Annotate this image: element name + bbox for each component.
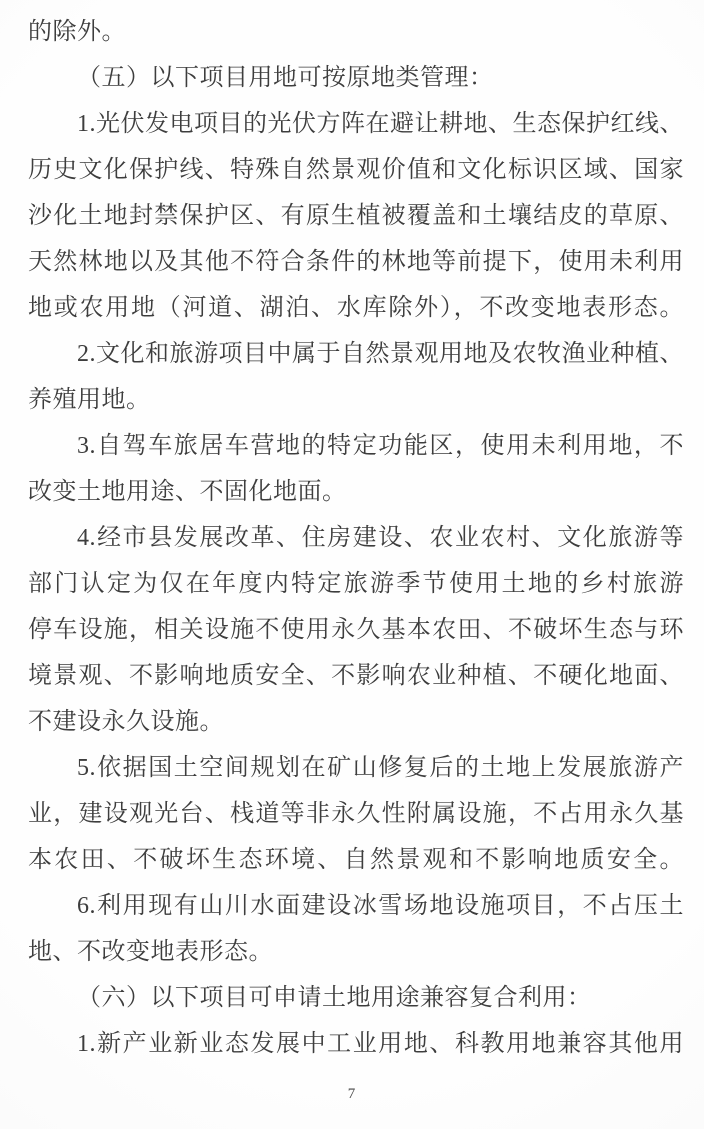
text-line: 4.经市县发展改革、住房建设、农业农村、文化旅游等 <box>77 525 684 551</box>
text-line: 改变土地用途、不固化地面。 <box>28 479 347 505</box>
text-line: （六）以下项目可申请土地用途兼容复合利用： <box>77 985 592 1011</box>
text-line: 养殖用地。 <box>28 387 151 413</box>
text-line: 地、不改变地表形态。 <box>28 939 273 965</box>
text-line: 地或农用地（河道、湖泊、水库除外），不改变地表形态。 <box>28 295 684 321</box>
text-line: 业，建设观光台、栈道等非永久性附属设施，不占用永久基 <box>28 801 684 827</box>
document-body-text <box>28 9 684 1067</box>
text-line: 部门认定为仅在年度内特定旅游季节使用土地的乡村旅游 <box>28 571 684 597</box>
text-line: 1.新产业新业态发展中工业用地、科教用地兼容其他用 <box>77 1031 684 1057</box>
text-line: 不建设永久设施。 <box>28 709 224 735</box>
page-number: 7 <box>347 1086 357 1102</box>
text-line: （五）以下项目用地可按原地类管理： <box>77 65 494 91</box>
text-line: 6.利用现有山川水面建设冰雪场地设施项目，不占压土 <box>77 893 684 919</box>
text-line: 的除外。 <box>28 19 126 45</box>
text-line: 天然林地以及其他不符合条件的林地等前提下，使用未利用 <box>28 249 684 275</box>
text-line: 1.光伏发电项目的光伏方阵在避让耕地、生态保护红线、 <box>77 111 684 137</box>
text-line: 2.文化和旅游项目中属于自然景观用地及农牧渔业种植、 <box>77 341 684 367</box>
text-line: 3.自驾车旅居车营地的特定功能区，使用未利用地，不 <box>77 433 684 459</box>
text-line: 停车设施，相关设施不使用永久基本农田、不破坏生态与环 <box>28 617 684 643</box>
text-line: 5.依据国土空间规划在矿山修复后的土地上发展旅游产 <box>77 755 684 781</box>
text-line: 历史文化保护线、特殊自然景观价值和文化标识区域、国家 <box>28 157 684 183</box>
text-line: 沙化土地封禁保护区、有原生植被覆盖和土壤结皮的草原、 <box>28 203 684 229</box>
text-line: 境景观、不影响地质安全、不影响农业种植、不硬化地面、 <box>28 663 684 689</box>
text-line: 本农田、不破坏生态环境、自然景观和不影响地质安全。 <box>28 847 684 873</box>
